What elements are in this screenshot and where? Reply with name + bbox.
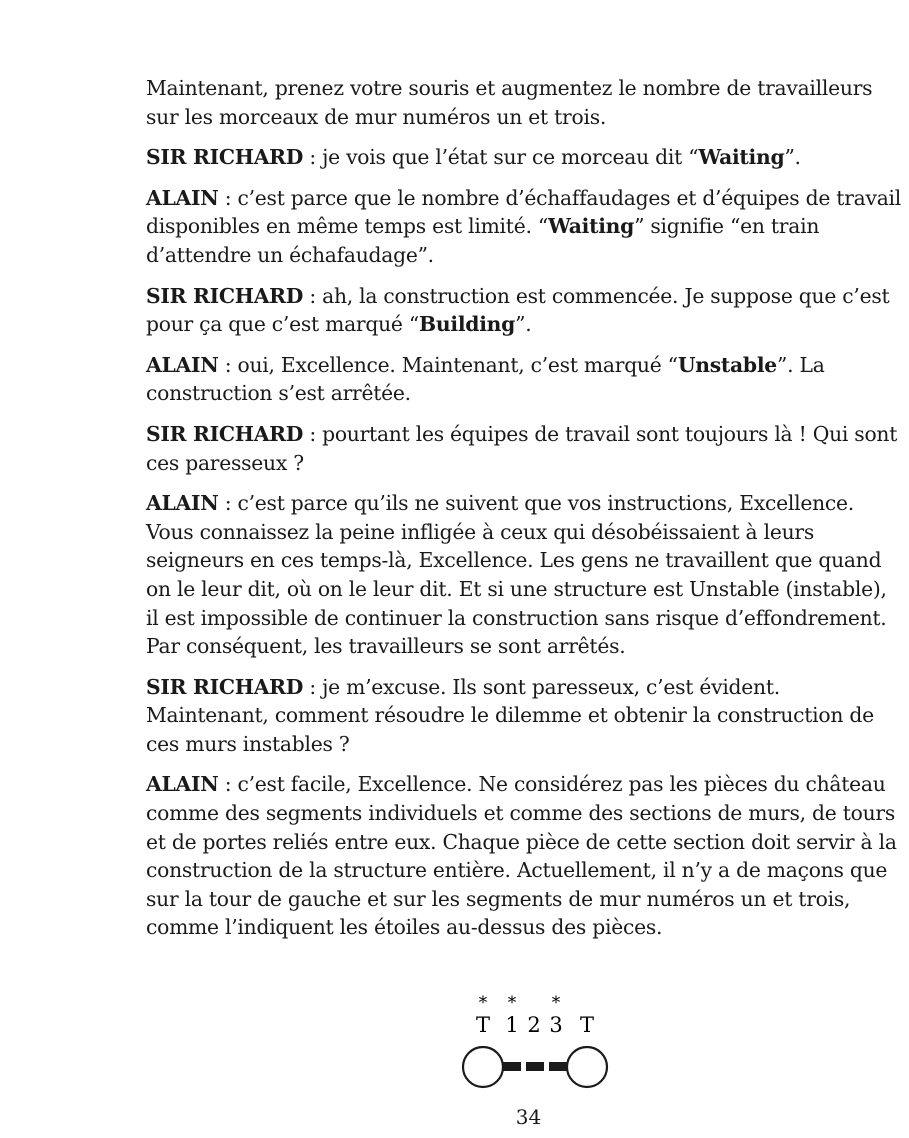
paragraph-text: : je m’excuse. Ils sont paresseux, c’est évident. Maintenant, comment résoudre le dilemme et obtenir la construction de ces murs instables ? xyxy=(146,674,874,756)
paragraph-text: : oui, Excellence. Maintenant, c’est marqué “ xyxy=(218,352,678,377)
paragraph-text: : c’est parce que le nombre d’échaffaudages et d’équipes de travail disponibles en même temps est limité. “ xyxy=(146,185,902,239)
status-term: Waiting xyxy=(698,145,785,170)
status-term: Waiting xyxy=(547,214,635,239)
label-segment-1: 1 xyxy=(505,1013,519,1037)
paragraph-text: : je vois que l’état sur ce morceau dit “ xyxy=(303,145,699,170)
paragraph xyxy=(146,184,901,270)
label-tower-left: T xyxy=(475,1013,491,1037)
paragraph xyxy=(146,74,901,131)
page-body xyxy=(146,74,901,954)
paragraph-text: : c’est facile, Excellence. Ne considérez pas les pièces du château comme des segments individuels et comme des sections de murs, de tours et de portes reliés entre eux. Chaque pièce de cette section doit servir à la construction de la structure entière. Actuellement, il n’y a de maçons que sur la tour de gauche et sur les segments de mur numéros un et trois, comme l’indiquent les étoiles au-dessus des pièces. xyxy=(146,772,897,940)
paragraph-text: : pourtant les équipes de travail sont toujours là ! Qui sont ces paresseux ? xyxy=(146,421,898,475)
paragraph xyxy=(146,489,901,661)
speaker-name: SIR RICHARD xyxy=(146,674,304,699)
paragraph-text: : ah, la construction est commencée. Je suppose que c’est pour ça que c’est marqué “ xyxy=(146,283,890,337)
paragraph xyxy=(146,351,901,408)
status-term: Unstable xyxy=(677,352,777,377)
speaker-name: ALAIN xyxy=(146,772,219,797)
tower-right-shape xyxy=(567,1047,607,1087)
label-segment-3: 3 xyxy=(549,1013,563,1037)
speaker-name: ALAIN xyxy=(146,352,219,377)
speaker-name: ALAIN xyxy=(146,185,219,210)
page-number: 34 xyxy=(515,1105,542,1129)
status-term: Building xyxy=(418,312,516,337)
paragraph xyxy=(146,673,901,759)
label-tower-right: T xyxy=(579,1013,595,1037)
castle-diagram xyxy=(456,986,626,1098)
wall-segment-2-shape xyxy=(526,1062,544,1071)
tower-left-shape xyxy=(463,1047,503,1087)
paragraph-text: ”. La construction s’est arrêtée. xyxy=(146,352,825,406)
speaker-name: ALAIN xyxy=(146,491,219,516)
paragraph-text: Maintenant, prenez votre souris et augmentez le nombre de travailleurs sur les morceaux de mur numéros un et trois. xyxy=(146,76,873,129)
speaker-name: SIR RICHARD xyxy=(146,145,304,170)
wall-segment-3-shape xyxy=(549,1062,567,1071)
star-segment-1: * xyxy=(507,993,517,1013)
paragraph xyxy=(146,282,901,339)
star-tower-left: * xyxy=(478,993,488,1013)
star-segment-3: * xyxy=(551,993,561,1013)
paragraph-text: ” signifie “en train d’attendre un échafaudage”. xyxy=(146,214,820,267)
paragraph-text: ”. xyxy=(515,312,532,337)
speaker-name: SIR RICHARD xyxy=(146,421,304,446)
label-segment-2: 2 xyxy=(527,1013,541,1037)
paragraph xyxy=(146,143,901,172)
paragraph-text: ”. xyxy=(784,145,801,170)
wall-segment-1-shape xyxy=(503,1062,521,1071)
paragraph xyxy=(146,770,901,942)
paragraph xyxy=(146,420,901,477)
speaker-name: SIR RICHARD xyxy=(146,283,304,308)
paragraph-text: : c’est parce qu’ils ne suivent que vos instructions, Excellence. Vous connaissez la peine infligée à ceux qui désobéissaient à leurs seigneurs en ces temps-là, Excellence. Les gens ne travaillent que quand on le leur dit, où on le leur dit. Et si une structure est Unstable (instable), il est impossible de continuer la construction sans risque d’effondrement. Par conséquent, les travailleurs se sont arrêtés. xyxy=(146,491,887,659)
